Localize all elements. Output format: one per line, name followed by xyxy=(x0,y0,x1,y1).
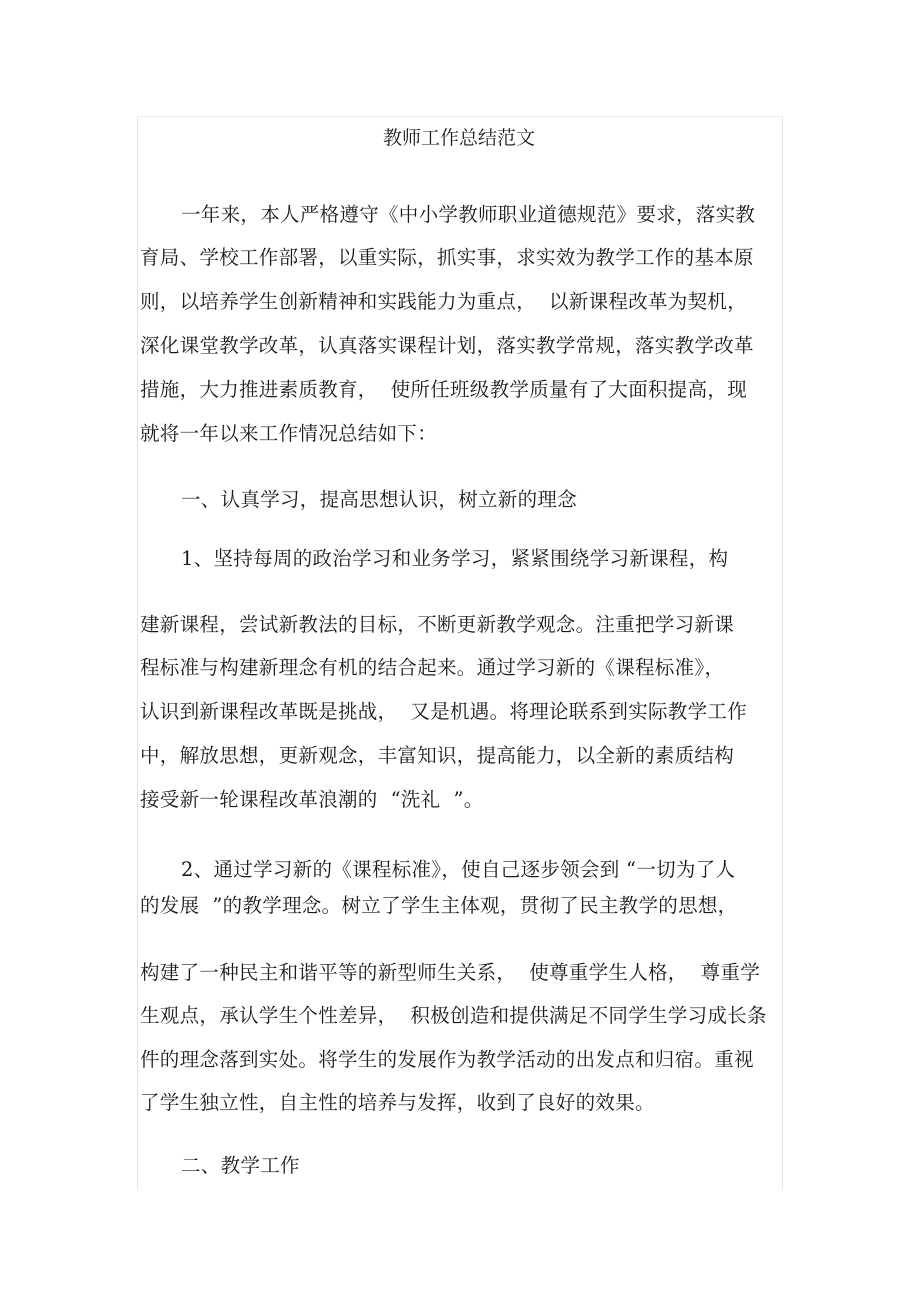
section-heading: 二、教学工作 xyxy=(181,1154,300,1177)
paragraph-line: 接受新一轮课程改革浪潮的 “洗礼 ”。 xyxy=(140,788,484,811)
section-heading: 一、认真学习，提高思想认识，树立新的理念 xyxy=(181,488,578,511)
paragraph-line: 就将一年以来工作情况总结如下： xyxy=(140,422,438,445)
paragraph-line: 则，以培养学生创新精神和实践能力为重点， 以新课程改革为契机， xyxy=(140,290,747,313)
paragraph-line: 1、坚持每周的政治学习和业务学习，紧紧围绕学习新课程，构 xyxy=(181,547,729,570)
paragraph-line: 措施，大力推进素质教育， 使所任班级教学质量有了大面积提高，现 xyxy=(140,378,747,401)
paragraph-line: 2、通过学习新的《课程标准》，使自己逐步领会到 “一切为了人 xyxy=(181,858,736,881)
paragraph-line: 中，解放思想，更新观念，丰富知识，提高能力，以全新的素质结构 xyxy=(140,744,735,767)
paragraph-line: 一年来，本人严格遵守《中小学教师职业道德规范》要求，落实教 xyxy=(181,203,756,226)
paragraph-line: 深化课堂教学改革，认真落实课程计划，落实教学常规，落实教学改革 xyxy=(140,334,754,357)
paragraph-line: 构建了一种民主和谐平等的新型师生关系， 使尊重学生人格， 尊重学 xyxy=(140,961,760,984)
document-title: 教师工作总结范文 xyxy=(382,127,535,149)
paragraph-line: 了学生独立性，自主性的培养与发挥，收到了良好的效果。 xyxy=(140,1091,655,1114)
paragraph-line: 育局、学校工作部署，以重实际，抓实事，求实效为教学工作的基本原 xyxy=(140,246,754,269)
paragraph-line: 建新课程，尝试新教法的目标，不断更新教学观念。注重把学习新课 xyxy=(140,613,735,636)
paragraph-line: 认识到新课程改革既是挑战， 又是机遇。将理论联系到实际教学工作 xyxy=(140,700,747,723)
paragraph-line: 的发展 ”的教学理念。树立了学生主体观，贯彻了民主教学的思想， xyxy=(140,894,738,917)
paragraph-line: 件的理念落到实处。将学生的发展作为教学活动的出发点和归宿。重视 xyxy=(140,1048,754,1071)
paragraph-line: 程标准与构建新理念有机的结合起来。通过学习新的《课程标准》， xyxy=(140,656,725,679)
paragraph-line: 生观点，承认学生个性差异， 积极创造和提供满足不同学生学习成长条 xyxy=(140,1004,767,1027)
